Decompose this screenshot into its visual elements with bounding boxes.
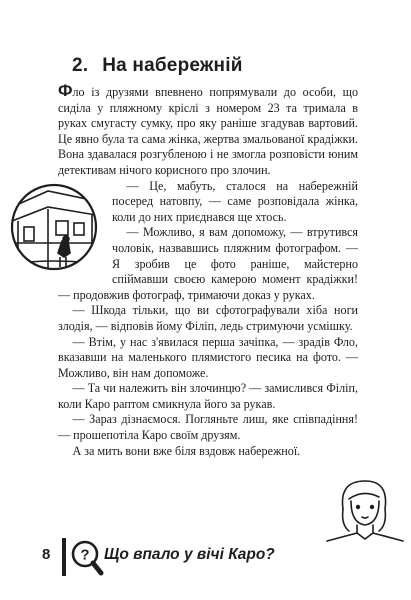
paragraph-5-text: — Втім, у нас з'явилася перша зачіпка, — зрадів Фло, вказавши на маленького плямистого песика на фото. — Можливо, він нам допоможе.	[58, 334, 358, 380]
paragraph-2	[58, 179, 358, 226]
footer-question: Що впало у вічі Каро?	[104, 546, 275, 563]
paragraph-4	[58, 303, 358, 334]
paragraph-6-text: — Та чи належить він злочинцю? — замислився Філіп, коли Каро раптом смикнула його за рукав.	[58, 381, 358, 411]
drop-cap: Ф	[58, 81, 73, 100]
footer-divider	[62, 538, 66, 576]
paragraph-5	[58, 335, 358, 382]
magnifier-question-icon	[70, 538, 104, 578]
paragraph-8	[58, 444, 358, 460]
paragraph-3-text: — Можливо, я вам допоможу, — втрутився чоловік, назвавшись пляжним фотографом. — Я зробив це фото раніше, майстерно спіймавши своєю камерою момент крадіжки! — продовжив фотограф, тримаючи доказ у руках.	[58, 225, 358, 302]
story-text	[58, 81, 358, 459]
chapter-heading	[72, 55, 243, 77]
paragraph-4-text: — Шкода тільки, що ви сфотографували хіба ноги злодія, — відповів йому Філіп, ледь стримуючи усмішку.	[58, 303, 358, 333]
chapter-title: На набережній	[102, 55, 243, 76]
paragraph-7-text: — Зараз дізнаємося. Погляньте лиш, яке співпадіння! — прошепотіла Каро своїм друзям.	[58, 412, 358, 443]
paragraph-7	[58, 412, 358, 443]
paragraph-1-text: ло із друзями впевнено попрямували до особи, що сиділа у пляжному кріслі з номером 23 та тримала в руках смугасту сумку, про яку раніше згадував вартовий. Це явно була та сама жінка, жертва змальованої крадіжки. Вона здавалася розгубленою і не змогла розповісти юним детективам нічого корисного про злочин.	[58, 85, 358, 177]
paragraph-2-text: — Це, мабуть, сталося на набережній посеред натовпу, — саме розповідала жінка, коли до них приєднався ще хтось.	[112, 178, 358, 224]
caro-girl-illustration	[323, 475, 405, 545]
chapter-number: 2.	[72, 55, 89, 76]
svg-text:?: ?	[80, 546, 90, 564]
round-street-illustration	[4, 181, 108, 273]
paragraph-8-text: А за мить вони вже біля вздовж набережної.	[72, 443, 301, 458]
page-footer	[0, 538, 411, 578]
paragraph-6	[58, 381, 358, 412]
paragraph-1	[58, 81, 358, 179]
page-number: 8	[42, 546, 51, 563]
